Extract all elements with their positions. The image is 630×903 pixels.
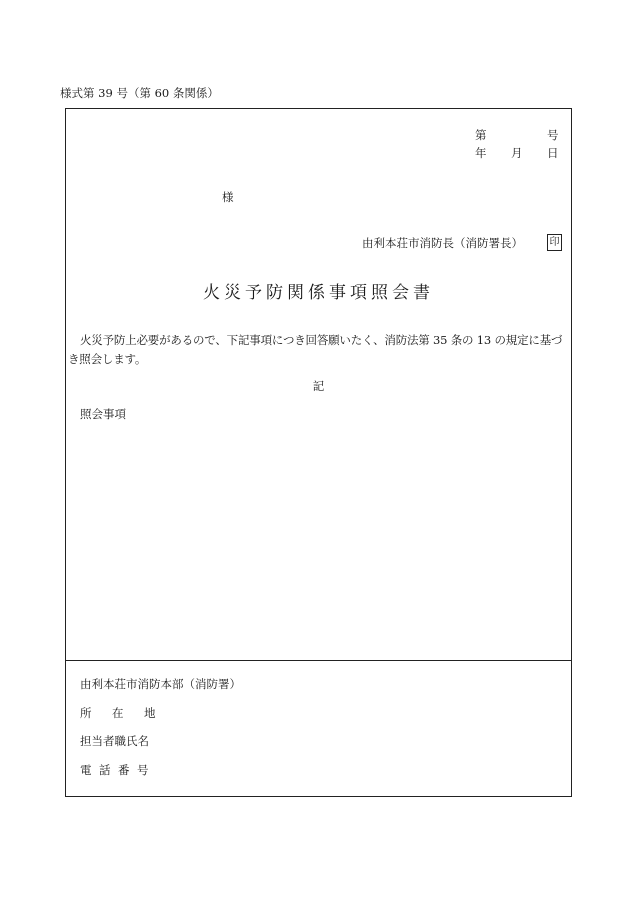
person-in-charge-label: 担当者職氏名 <box>80 734 149 748</box>
address-label-char: 在 <box>112 706 124 720</box>
fire-department-name: 由利本荘市消防本部（消防署） <box>80 677 241 691</box>
date-line <box>475 146 559 160</box>
phone-label-char: 話 <box>99 763 111 777</box>
body-paragraph: 火災予防上必要があるので、下記事項につき回答願いたく、消防法第 35 条の 13 の規定に基づき照会します。 <box>68 333 563 366</box>
address-label <box>80 706 156 720</box>
address-label-char: 所 <box>80 706 92 720</box>
contact-section-divider <box>66 660 571 661</box>
inquiry-items-label: 照会事項 <box>80 407 126 421</box>
issuer-name: 由利本荘市消防長（消防署長） <box>362 236 523 250</box>
addressee-honorific: 様 <box>222 190 234 204</box>
ki-heading: 記 <box>312 379 325 393</box>
document-title: 火災予防関係事項照会書 <box>203 283 434 303</box>
seal-stamp-mark: 印 <box>547 234 562 251</box>
phone-label-char: 電 <box>80 763 92 777</box>
address-label-char: 地 <box>144 706 156 720</box>
document-number-label: 第 <box>475 128 487 142</box>
date-year-label: 年 <box>475 146 487 160</box>
phone-label-char: 号 <box>137 763 149 777</box>
date-day-label: 日 <box>547 146 559 160</box>
form-number-label: 様式第 39 号（第 60 条関係） <box>60 86 219 100</box>
date-month-label: 月 <box>511 146 523 160</box>
document-number-suffix: 号 <box>547 128 559 142</box>
form-frame <box>65 108 572 797</box>
phone-number-label <box>80 763 149 777</box>
phone-label-char: 番 <box>118 763 130 777</box>
